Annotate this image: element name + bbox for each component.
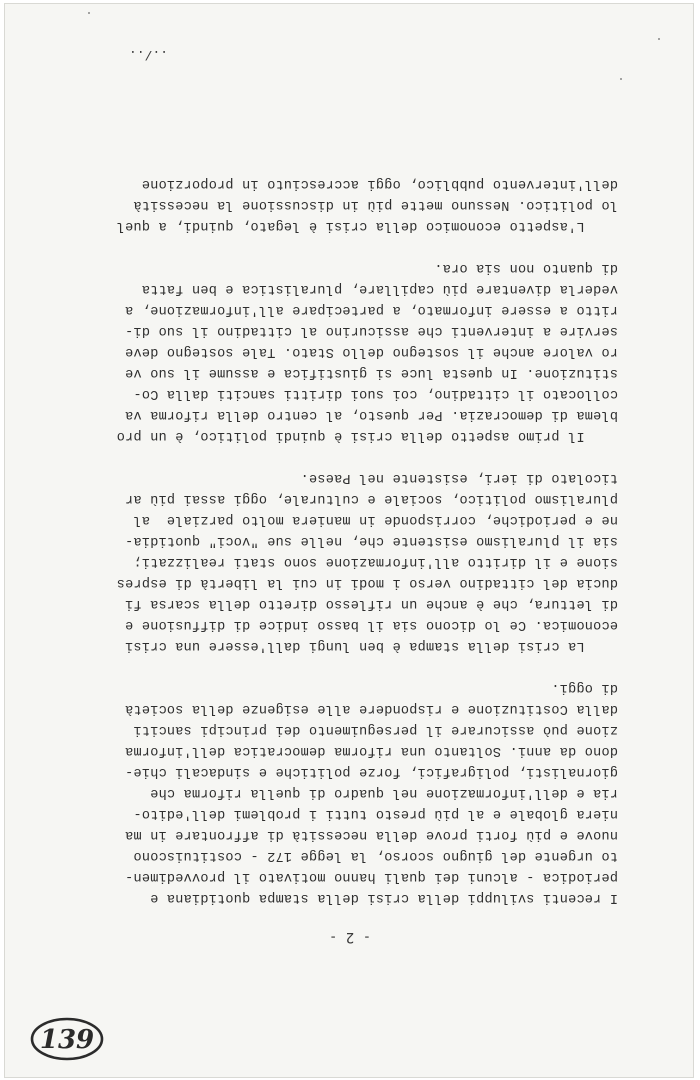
text-line: periodica - alcuni dei quali hanno motivato il provvedimen- <box>124 869 618 884</box>
text-line: nuove e più forti prove della necessità di affrontare in ma <box>124 827 618 842</box>
paragraph <box>38 257 618 446</box>
text-line: dalla Costituzione e rispondere alle esigenze della società <box>124 701 618 716</box>
text-line: blema di democrazia. Per questo, al centro della riforma va <box>124 407 618 422</box>
text-line: sia il pluralismo esistente che, nelle sue "voci" quotidia- <box>124 533 618 548</box>
text-line: vederla diventare più capillare, pluralistica e ben fatta <box>141 281 618 296</box>
text-line: La crisi della stampa è ben lungi dall'essere una crisi <box>124 638 618 653</box>
archive-stamp-seal <box>28 1016 106 1062</box>
text-line: ria e dell'informazione nel quadro di quella riforma che <box>149 785 618 800</box>
text-line: economica. Ce lo dicono sia il basso indice di diffusione e <box>124 617 618 632</box>
text-line: pluralismo politico, sociale e culturale, oggi assai più ar <box>124 491 618 506</box>
text-line: niera globale e al più presto tutti i problemi dell'edito- <box>133 806 618 821</box>
text-line: ritto a essere informato, a partecipare all'informazione, a <box>124 302 618 317</box>
text-line: sione e il diritto all'informazione sono stati realizzati; <box>133 554 618 569</box>
speck <box>620 78 622 80</box>
text-line: collocato il cittadino, coi suoi diritti sanciti dalla Co- <box>133 386 618 401</box>
paragraph <box>38 467 618 656</box>
text-line: servire a interventi che assicurino al cittadino il suo di- <box>124 323 618 338</box>
paragraph <box>38 677 618 908</box>
text-line: ro valore anche il sostegno dello Stato. Tale sostegno deve <box>124 344 618 359</box>
continuation-mark: ../.. <box>128 47 168 62</box>
text-line: di lettura, che è anche un riflesso diretto della scarsa fi <box>124 596 618 611</box>
text-line: Il primo aspetto della crisi è quindi politico, è un pro <box>116 428 618 443</box>
text-line: giornalisti, poligrafici, forze politiche e sindacali chie- <box>124 764 618 779</box>
speck <box>88 12 90 14</box>
text-line: dell'intervento pubblico, oggi accresciuto in proporzione <box>141 176 618 191</box>
text-line: stituzione. In questa luce si giustifica e assume il suo ve <box>124 365 618 380</box>
text-line: ne e periodiche, corrisponde in maniera molto parziale al <box>133 512 618 527</box>
text-line: ticolato di ieri, esistente nel Paese. <box>300 470 618 485</box>
svg-text:139: 139 <box>39 1025 95 1055</box>
document-body <box>38 152 618 908</box>
text-line: ducia del cittadino verso i modi in cui la libertà di espres <box>116 575 618 590</box>
text-line: to urgente del giugno scorso, la legge 172 - costituiscono <box>133 848 618 863</box>
text-line: lo politico. Nessuno mette più in discussione la necessità <box>133 197 618 212</box>
text-line: I recenti sviluppi della crisi della stampa quotidiana e <box>149 890 618 905</box>
page-number: - 2 - <box>328 929 372 945</box>
text-line: zione può assicurare il perseguimento dei principi sanciti <box>133 722 618 737</box>
text-line: L'aspetto economico della crisi è legato, quindi, a quel <box>116 218 618 233</box>
text-line: di quanto non sia ora. <box>434 260 618 275</box>
speck <box>658 38 660 40</box>
paragraph <box>38 173 618 236</box>
text-line: di oggi. <box>551 680 618 695</box>
text-line: dono da anni. Soltanto una riforma democratica dell'informa <box>124 743 618 758</box>
